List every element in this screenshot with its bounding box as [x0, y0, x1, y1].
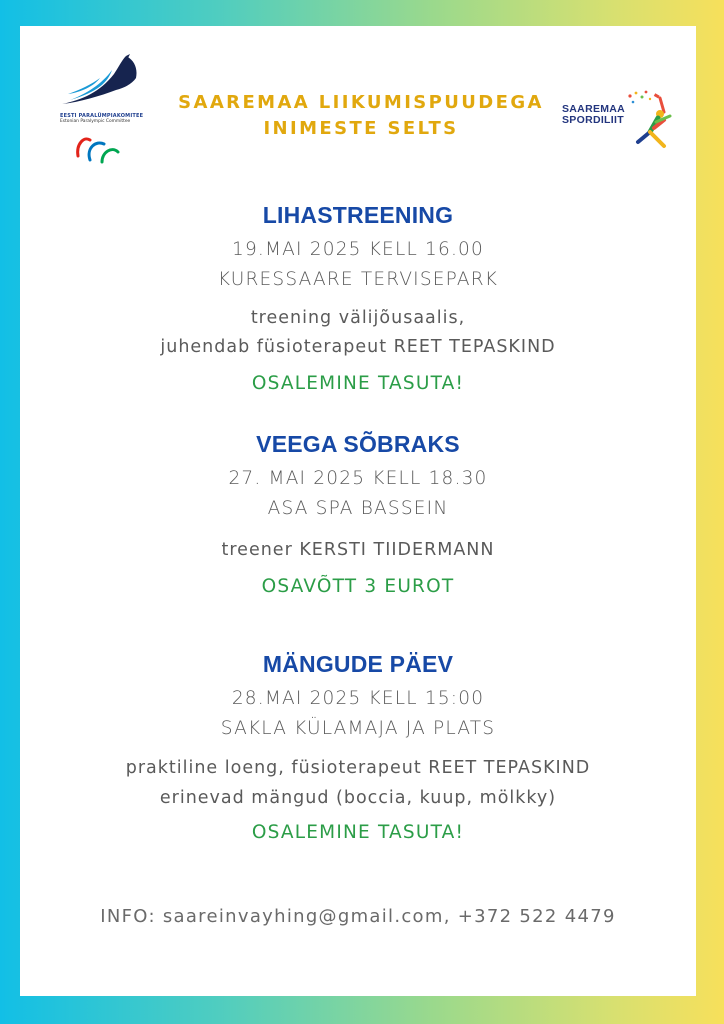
spordiliit-line2: SPORDILIIT [562, 114, 624, 126]
event-description-line1: treening välijõusaalis, [250, 308, 466, 328]
event-mangude-paev [20, 647, 696, 847]
paralympic-caption: EESTI PARALÜMPIAKOMITEE [60, 113, 144, 119]
spordiliit-wordmark [562, 104, 625, 126]
event-title: VEEGA SÕBRAKS [256, 431, 460, 457]
event-place: SAKLA KÜLAMAJA JA PLATS [220, 718, 496, 739]
event-description-line2: juhendab füsioterapeut REET TEPASKIND [160, 337, 556, 357]
org-title-line2: INIMESTE SELTS [263, 118, 459, 139]
paralympic-committee-logo [60, 54, 146, 164]
event-veega-sobraks [20, 427, 696, 601]
saaremaa-spordiliit-logo [562, 90, 682, 160]
event-title: LIHASTREENING [262, 202, 454, 228]
event-date: 28.MAI 2025 KELL 15:00 [231, 688, 485, 709]
organization-title [146, 90, 576, 142]
event-title: MÄNGUDE PÄEV [262, 651, 454, 677]
event-place: ASA SPA BASSEIN [267, 498, 449, 519]
swallow-bird-icon [60, 54, 140, 112]
agitos-icon [74, 134, 122, 164]
event-place: KURESSAARE TERVISEPARK [217, 269, 499, 290]
event-price: OSALEMINE TASUTA! [251, 822, 465, 843]
event-description: treener KERSTI TIIDERMANN [221, 540, 495, 560]
spordiliit-line1: SAAREMAA [562, 103, 626, 115]
event-description-line2: erinevad mängud (boccia, kuup, mölkky) [159, 788, 557, 808]
event-price: OSALEMINE TASUTA! [251, 373, 465, 394]
event-price: OSAVÕTT 3 EUROT [261, 576, 455, 597]
event-date: 19.MAI 2025 KELL 16.00 [231, 239, 484, 260]
torch-runner-icon [624, 90, 680, 152]
paralympic-subcaption: Estonian Paralympic Committee [60, 119, 131, 124]
event-description-line1: praktiline loeng, füsioterapeut REET TEPASKIND [125, 758, 591, 778]
event-lihastreening [20, 198, 696, 398]
poster-sheet [20, 26, 696, 996]
org-title-line1: SAAREMAA LIIKUMISPUUDEGA [178, 92, 544, 113]
contact-info: INFO: saareinvayhing@gmail.com, +372 522 4479 [100, 906, 616, 927]
event-date: 27. MAI 2025 KELL 18.30 [228, 468, 488, 489]
